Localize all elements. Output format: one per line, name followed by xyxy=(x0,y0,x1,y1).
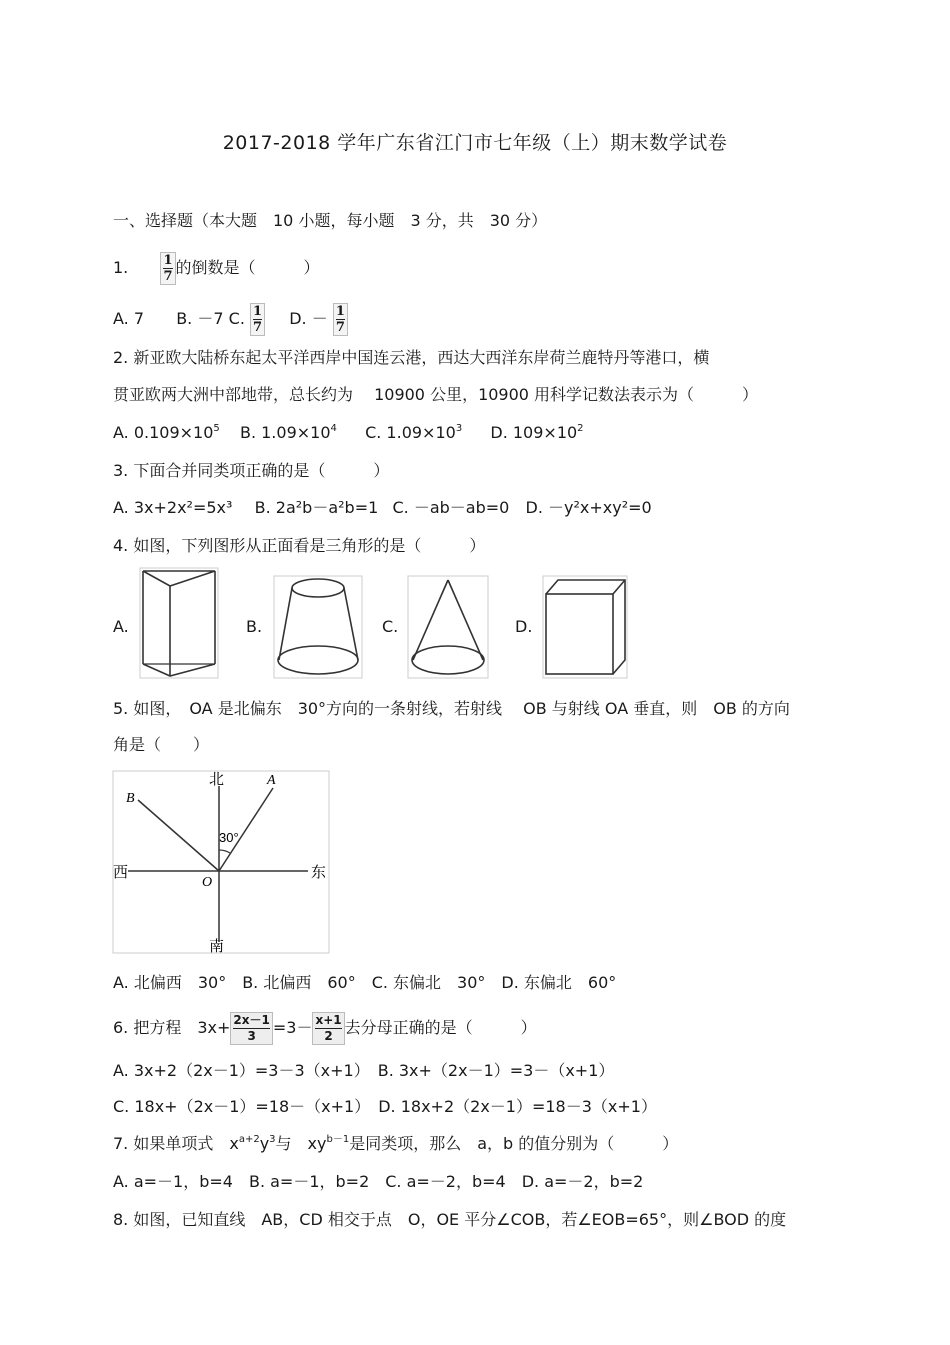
triangular-prism-figure xyxy=(138,566,220,680)
question-number: 1. xyxy=(113,258,129,277)
question-8: 8. 如图，已知直线 AB，CD 相交于点 O，OE 平分∠COB，若∠EOB=65°，则∠BOD 的度 xyxy=(113,1210,787,1229)
west-label: 西 xyxy=(113,863,129,881)
question-5-line1: 5. 如图， OA 是北偏东 30°方向的一条射线，若射线 OB 与射线 OA 垂直，则 OB 的方向 xyxy=(113,699,790,718)
question-text: 的倒数是（ ） xyxy=(175,258,320,277)
question-4: 4. 如图，下列图形从正面看是三角形的是（ ） xyxy=(113,536,486,555)
north-label: 北 xyxy=(209,770,225,788)
option-a: A. $0.109\times 10^5$ xyxy=(113,423,220,442)
south-label: 南 xyxy=(209,937,225,954)
question-3: 3. 下面合并同类项正确的是（ ） xyxy=(113,461,390,480)
fraction-2x-minus-1-over-3: $\frac{2x-1}{3}$ xyxy=(230,1012,272,1045)
option-d: D. xyxy=(515,617,533,636)
question-5-options: A. 北偏西 30° B. 北偏西 60° C. 东偏北 30° D. 东偏北 60° xyxy=(113,973,617,992)
option-b: B. xyxy=(246,617,263,636)
question-6-options-ab: A. 3x+2（2x－1）=3－3（x+1） B. 3x+（2x－1）=3－（x+1） xyxy=(113,1061,615,1080)
question-1-options xyxy=(113,303,348,336)
option-c: C. xyxy=(382,617,399,636)
option-d: D. $109\times 10^2$ xyxy=(490,423,584,442)
option-d: D. －y²x+xy²=0 xyxy=(525,498,652,517)
angle-label: 30° xyxy=(219,830,239,845)
compass-direction-figure xyxy=(112,770,330,954)
question-2-line1: 2. 新亚欧大陆桥东起太平洋西岸中国连云港，西达大西洋东岸荷兰鹿特丹等港口，横 xyxy=(113,348,710,367)
section-heading: 一、选择题（本大题 10 小题，每小题 3 分，共 30 分） xyxy=(113,211,548,230)
question-7-options: A. a=－1，b=4 B. a=－1，b=2 C. a=－2，b=4 D. a=－2，b=2 xyxy=(113,1172,644,1191)
question-7: 7. 如果单项式 $x^{a+2}y^3$与 $xy^{b-1}$是同类项，那么 a，b 的值分别为（ ） xyxy=(113,1134,679,1153)
question-2-options xyxy=(113,422,584,444)
option-b: B. －7 xyxy=(176,309,224,328)
question-5-line2: 角是（ ） xyxy=(113,735,210,754)
fraction-x-plus-1-over-2: $\frac{x+1}{2}$ xyxy=(312,1012,344,1045)
option-d-fraction: $\frac{1}{7}$ xyxy=(333,303,348,336)
point-o-label: O xyxy=(202,875,213,890)
page-title: 2017-2018 学年广东省江门市七年级（上）期末数学试卷 xyxy=(222,132,728,154)
question-1 xyxy=(113,252,320,285)
east-label: 东 xyxy=(311,863,327,881)
question-3-options xyxy=(113,497,652,519)
option-c-fraction: $\frac{1}{7}$ xyxy=(250,303,265,336)
question-6: 6. 把方程 $3x+\frac{2x-1}{3}$ $=3-\frac{x+1}{2}$ 去分母正确的是（ ） xyxy=(113,1013,537,1043)
ray-ob xyxy=(138,800,219,871)
option-a: A. xyxy=(113,617,129,636)
cuboid-figure xyxy=(541,574,629,680)
option-a: A. 3x+2x²=5x³ xyxy=(113,498,233,517)
option-d: D. － xyxy=(289,309,328,328)
option-c: C. －ab－ab=0 xyxy=(392,498,510,517)
option-c: C. xyxy=(228,309,245,328)
option-b: B. 2a²b－a²b=1 xyxy=(254,498,379,517)
option-b: B. $1.09\times 10^4$ xyxy=(239,423,337,442)
point-a-label: A xyxy=(267,773,276,788)
option-c: C. $1.09\times 10^3$ xyxy=(365,423,463,442)
cone-figure xyxy=(406,574,490,680)
point-b-label: B xyxy=(126,791,135,806)
frustum-figure xyxy=(272,574,364,680)
option-a: A. 7 xyxy=(113,309,145,328)
fraction-one-seventh: $\frac{1}{7}$ xyxy=(160,252,175,285)
question-6-options-cd: C. 18x+（2x－1）=18－（x+1） D. 18x+2（2x－1）=18－3（x+1） xyxy=(113,1097,657,1116)
question-2-line2: 贯亚欧两大洲中部地带，总长约为 10900 公里，10900 用科学记数法表示为（ ） xyxy=(113,385,759,404)
angle-arc xyxy=(219,850,230,853)
